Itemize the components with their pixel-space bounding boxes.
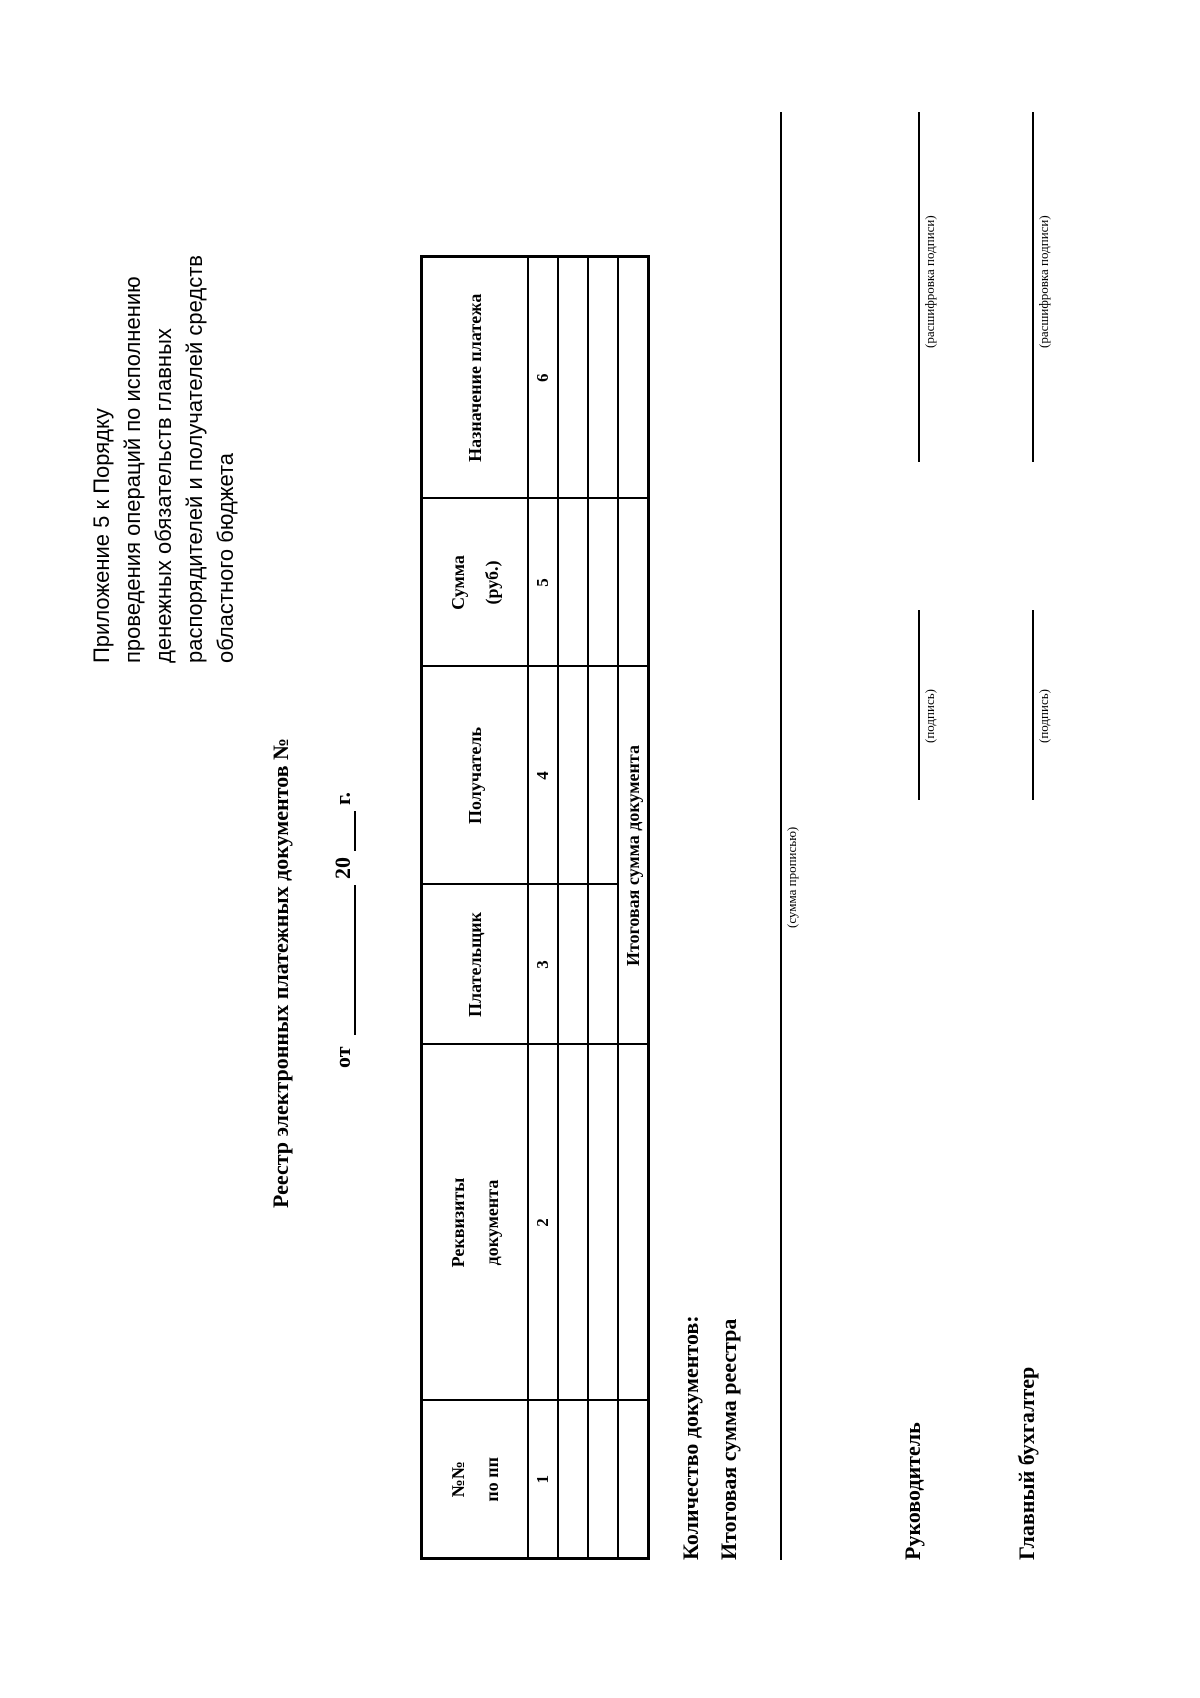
document-count-label: Количество документов: [678, 1315, 703, 1560]
accountant-signature-line[interactable] [1032, 610, 1034, 800]
table-cell[interactable] [558, 499, 588, 667]
amount-words-caption: (сумма прописью) [784, 826, 799, 928]
header-amount: Сумма (руб.) [422, 499, 529, 667]
table-cell[interactable] [588, 257, 618, 499]
appendix-line: денежных обязательств главных [151, 328, 176, 663]
registry-table [420, 255, 650, 1560]
date-year-blank[interactable] [336, 811, 356, 851]
column-number: 1 [528, 1401, 558, 1559]
column-number: 3 [528, 885, 558, 1045]
document-title: Реестр электронных платежных документов № [268, 737, 293, 1208]
director-signature-caption: (подпись) [922, 689, 937, 743]
date-line [330, 792, 356, 1068]
column-number: 5 [528, 499, 558, 667]
total-amount-cell[interactable] [618, 499, 649, 667]
table-cell[interactable] [558, 1401, 588, 1559]
header-row-number: №№ по пп [422, 1401, 529, 1559]
date-year-prefix: 20 [330, 856, 355, 879]
table-row [558, 257, 588, 1559]
table-cell[interactable] [558, 885, 588, 1045]
table-cell[interactable] [588, 885, 618, 1045]
director-label: Руководитель [900, 1422, 925, 1560]
amount-words-line[interactable] [780, 112, 782, 1560]
appendix-line: областного бюджета [213, 452, 238, 663]
table-cell [618, 1401, 649, 1559]
registry-total-label: Итоговая сумма реестра [716, 1318, 741, 1560]
column-number: 4 [528, 667, 558, 885]
appendix-note [86, 143, 241, 663]
table-cell[interactable] [558, 1045, 588, 1401]
appendix-line: проведения операций по исполнению [120, 276, 145, 663]
table-cell[interactable] [588, 667, 618, 885]
date-day-month-blank[interactable] [336, 885, 356, 1035]
table-cell[interactable] [588, 499, 618, 667]
date-suffix: г. [330, 791, 355, 805]
table-row [588, 257, 618, 1559]
table-cell[interactable] [558, 257, 588, 499]
column-number-row [528, 257, 558, 1559]
appendix-line: распорядителей и получателей средств [182, 255, 207, 663]
table-cell[interactable] [588, 1045, 618, 1401]
table-total-row [618, 257, 649, 1559]
director-signature-line[interactable] [918, 610, 920, 800]
header-payment-purpose: Назначение платежа [422, 257, 529, 499]
table-cell[interactable] [588, 1401, 618, 1559]
table-cell [618, 257, 649, 499]
header-payer: Плательщик [422, 885, 529, 1045]
accountant-decode-caption: (расшифровка подписи) [1036, 215, 1051, 348]
header-document-details: Реквизиты документа [422, 1045, 529, 1401]
column-number: 6 [528, 257, 558, 499]
director-decode-caption: (расшифровка подписи) [922, 215, 937, 348]
chief-accountant-label: Главный бухгалтер [1014, 1366, 1039, 1560]
header-recipient: Получатель [422, 667, 529, 885]
accountant-decode-line[interactable] [1032, 112, 1034, 462]
table-header-row [422, 257, 529, 1559]
date-prefix: от [330, 1046, 355, 1068]
total-document-label: Итоговая сумма документа [618, 667, 649, 1045]
director-decode-line[interactable] [918, 112, 920, 462]
table-cell [618, 1045, 649, 1401]
appendix-line: Приложение 5 к Порядку [89, 408, 114, 663]
column-number: 2 [528, 1045, 558, 1401]
table-cell[interactable] [558, 667, 588, 885]
accountant-signature-caption: (подпись) [1036, 689, 1051, 743]
